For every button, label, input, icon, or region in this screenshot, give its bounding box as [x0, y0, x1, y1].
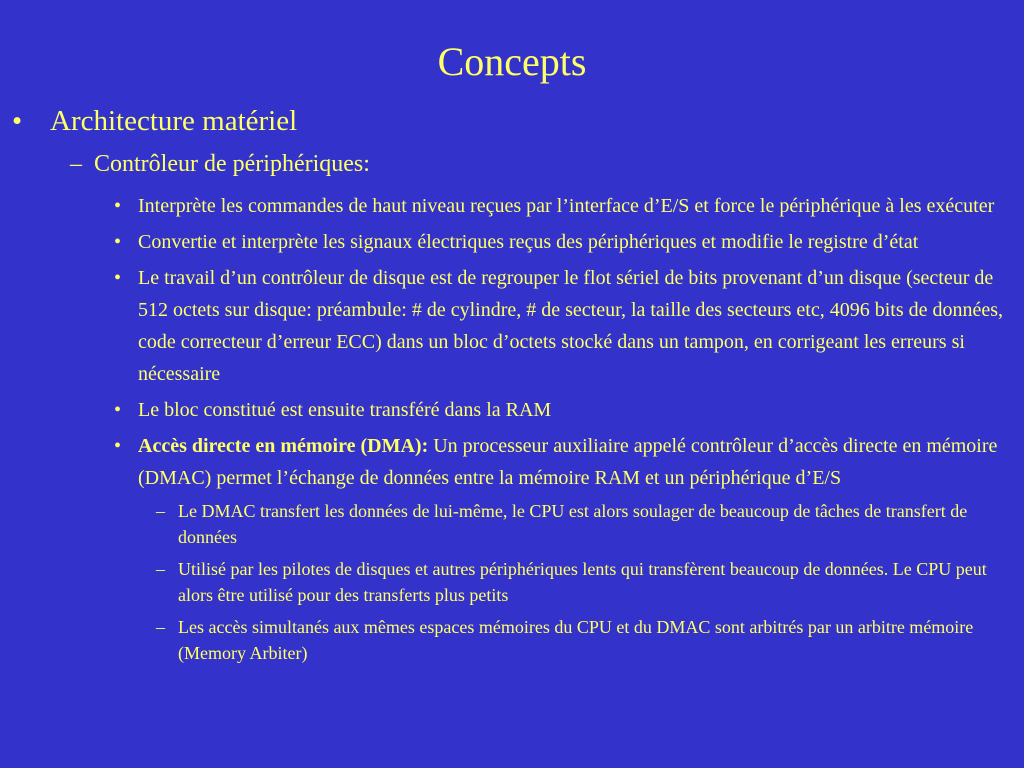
- bullet-list-level3: [114, 190, 1014, 672]
- dash-marker: –: [156, 501, 165, 521]
- bullet-list-level4: [156, 498, 1014, 666]
- sub-list-item: [156, 556, 1014, 608]
- bullet-marker: •: [114, 267, 122, 289]
- item-text: Le travail d’un contrôleur de disque est de regrouper le flot sériel de bits provenant d’un disque (secteur de 512 octets sur disque: préambule: # de cylindre, # de secteur, la taille des secteurs etc, 4096 bits de données, code correcteur d’erreur ECC) dans un bloc d’octets stocké dans un tampon, en corrigeant les erreurs si nécessaire: [138, 267, 1004, 385]
- list-item: [114, 262, 1014, 390]
- list-item: [114, 226, 1014, 258]
- dash-marker: –: [156, 559, 165, 579]
- sub-list-item: [156, 498, 1014, 550]
- dash-marker: –: [70, 151, 82, 177]
- bullet-marker: •: [114, 195, 122, 217]
- list-item: [114, 394, 1014, 426]
- item-text: [138, 430, 1014, 494]
- list-item: [114, 190, 1014, 222]
- dash-marker: –: [156, 617, 165, 637]
- bullet-text: Contrôleur de périphériques:: [94, 151, 370, 177]
- sub-item-text: Utilisé par les pilotes de disques et autres périphériques lents qui transfèrent beaucoup de données. Le CPU peut alors être utilisé pour des transferts plus petits: [178, 559, 987, 605]
- sub-item-text: Le DMAC transfert les données de lui-même, le CPU est alors soulager de beaucoup de tâches de transfert de données: [178, 501, 968, 547]
- list-item-dma: [114, 430, 1014, 666]
- bullet-level1: [12, 103, 297, 139]
- bullet-marker: •: [12, 105, 23, 137]
- bullet-text: Architecture matériel: [50, 105, 298, 137]
- item-text: Interprète les commandes de haut niveau reçues par l’interface d’E/S et force le périphérique à les exécuter: [138, 195, 995, 217]
- dma-heading: Accès directe en mémoire (DMA):: [138, 435, 429, 457]
- bullet-marker: •: [114, 399, 122, 421]
- item-text: Convertie et interprète les signaux électriques reçus des périphériques et modifie le registre d’état: [138, 231, 919, 253]
- bullet-marker: •: [114, 435, 122, 457]
- bullet-marker: •: [114, 231, 122, 253]
- dma-description: Un processeur auxiliaire appelé contrôleur d’accès directe en mémoire (DMAC) permet l’échange de données entre la mémoire RAM et un périphérique d’E/S: [138, 435, 998, 489]
- bullet-level2: [70, 148, 370, 180]
- sub-list-item: [156, 614, 1014, 666]
- sub-item-text: Les accès simultanés aux mêmes espaces mémoires du CPU et du DMAC sont arbitrés par un arbitre mémoire (Memory Arbiter): [178, 617, 974, 663]
- item-text: Le bloc constitué est ensuite transféré dans la RAM: [138, 399, 552, 421]
- slide-title: Concepts: [437, 39, 587, 84]
